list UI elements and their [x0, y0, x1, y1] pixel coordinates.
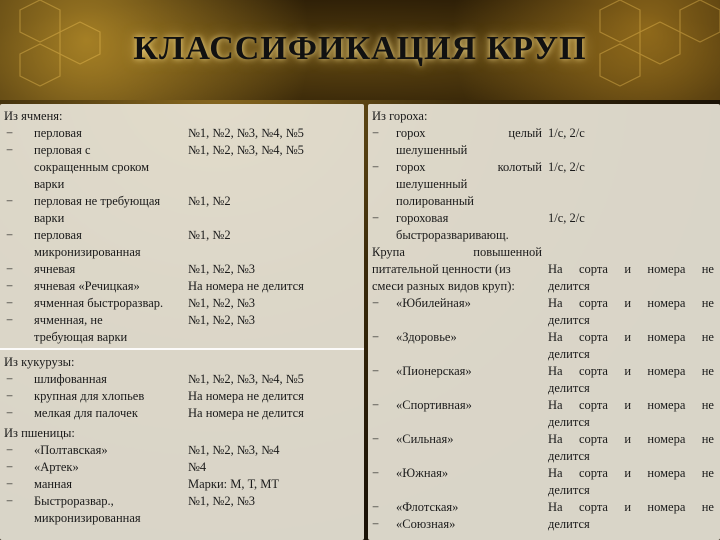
grain-name-cont: варки: [34, 177, 65, 191]
grain-value: Марки: М, Т, МТ: [188, 477, 280, 491]
grain-value: На номера не делится: [188, 406, 304, 420]
grain-name: крупная для хлопьев: [34, 389, 145, 403]
list-dash: −: [372, 211, 380, 225]
list-dash: −: [6, 126, 14, 140]
list-dash: −: [372, 517, 380, 531]
section-heading-peas: Из гороха:: [372, 109, 428, 123]
grain-value: №1, №2, №3: [188, 296, 256, 310]
grain-value-cont: делится: [548, 415, 590, 429]
grain-value: На сорта и номера не: [548, 330, 714, 344]
grain-name: ячневая «Речицкая»: [34, 279, 140, 293]
grain-name: ячменная, не: [34, 313, 103, 327]
grain-name: «Южная»: [396, 466, 449, 480]
grain-name-cont: полированный: [396, 194, 474, 208]
grain-name: «Здоровье»: [396, 330, 457, 344]
grain-name: горох колотый: [396, 160, 542, 174]
left-panel: [0, 104, 364, 540]
list-dash: −: [6, 372, 14, 386]
list-dash: −: [372, 296, 380, 310]
list-dash: −: [6, 313, 14, 327]
grain-value: На сорта и номера не: [548, 466, 714, 480]
list-dash: −: [372, 364, 380, 378]
list-dash: −: [6, 143, 14, 157]
list-dash: −: [6, 443, 14, 457]
grain-value: №1, №2, №3, №4, №5: [188, 143, 304, 157]
grain-value: 1/с, 2/с: [548, 160, 585, 174]
list-dash: −: [372, 466, 380, 480]
grain-value: №1, №2: [188, 228, 231, 242]
grain-name: «Артек»: [34, 460, 79, 474]
grain-value: На сорта и номера не: [548, 432, 714, 446]
grain-value-cont: делится: [548, 449, 590, 463]
grain-value: На сорта и номера не: [548, 262, 714, 276]
grain-name-cont: требующая варки: [34, 330, 128, 344]
grain-name: «Сильная»: [396, 432, 454, 446]
list-dash: −: [6, 460, 14, 474]
right-panel: [368, 104, 720, 540]
grain-value-cont: делится: [548, 347, 590, 361]
grain-name: ячменная быстроразвар.: [34, 296, 164, 310]
grain-name: Быстроразвар.,: [34, 494, 114, 508]
section-heading-enriched-cont: смеси разных видов круп):: [372, 279, 515, 293]
grain-value: №1, №2, №3: [188, 313, 256, 327]
list-dash: −: [372, 330, 380, 344]
list-dash: −: [6, 494, 14, 508]
section-heading-wheat: Из пшеницы:: [4, 426, 75, 440]
grain-value: №1, №2, №3: [188, 262, 256, 276]
section-heading-corn: Из кукурузы:: [4, 355, 75, 369]
grain-name-cont: шелушенный: [396, 143, 468, 157]
grain-name: перловая: [34, 126, 82, 140]
grain-name-cont: быстроразваривающ.: [396, 228, 509, 242]
grain-value-cont: делится: [548, 313, 590, 327]
list-dash: −: [6, 406, 14, 420]
grain-name-cont: сокращенным сроком: [34, 160, 150, 174]
grain-name: «Полтавская»: [34, 443, 108, 457]
grain-value-cont: делится: [548, 483, 590, 497]
list-dash: −: [6, 194, 14, 208]
grain-value: На номера не делится: [188, 279, 304, 293]
grain-name: «Флотская»: [396, 500, 459, 514]
grain-value: №1, №2, №3, №4: [188, 443, 280, 457]
grain-name: «Спортивная»: [396, 398, 472, 412]
header-background: [0, 0, 720, 100]
grain-value: На номера не делится: [188, 389, 304, 403]
list-dash: −: [6, 279, 14, 293]
list-dash: −: [6, 296, 14, 310]
grain-value: 1/с, 2/с: [548, 126, 585, 140]
list-dash: −: [372, 432, 380, 446]
grain-value: На сорта и номера не: [548, 364, 714, 378]
list-dash: −: [6, 262, 14, 276]
list-dash: −: [6, 477, 14, 491]
grain-value: №1, №2, №3, №4, №5: [188, 126, 304, 140]
section-heading-enriched: Крупа повышенной: [372, 245, 542, 259]
grain-name: шлифованная: [34, 372, 107, 386]
grain-value-cont: делится: [548, 279, 590, 293]
grain-name: манная: [34, 477, 73, 491]
section-heading-barley: Из ячменя:: [4, 109, 63, 123]
grain-value: На сорта и номера не: [548, 500, 714, 514]
list-dash: −: [372, 500, 380, 514]
list-dash: −: [372, 160, 380, 174]
grain-name: гороховая: [396, 211, 449, 225]
grain-value: №1, №2: [188, 194, 231, 208]
grain-value: №4: [188, 460, 207, 474]
list-dash: −: [6, 389, 14, 403]
list-dash: −: [372, 398, 380, 412]
grain-value: На сорта и номера не: [548, 296, 714, 310]
grain-value-cont: делится: [548, 381, 590, 395]
grain-name-cont: микронизированная: [34, 245, 141, 259]
grain-name: перловая не требующая: [34, 194, 161, 208]
grain-value-cont: делится: [548, 517, 590, 531]
grain-name: «Союзная»: [396, 517, 456, 531]
page-title: КЛАССИФИКАЦИЯ КРУП: [133, 30, 587, 67]
list-dash: −: [6, 228, 14, 242]
grain-value: 1/с, 2/с: [548, 211, 585, 225]
grain-name: перловая с: [34, 143, 91, 157]
grain-name: мелкая для палочек: [34, 406, 138, 420]
grain-name-cont: микронизированная: [34, 511, 141, 525]
section-heading-enriched-cont: питательной ценности (из: [372, 262, 511, 276]
grain-name: «Пионерская»: [396, 364, 472, 378]
grain-name-cont: шелушенный: [396, 177, 468, 191]
grain-value: №1, №2, №3, №4, №5: [188, 372, 304, 386]
grain-value: №1, №2, №3: [188, 494, 256, 508]
grain-name: горох целый: [396, 126, 542, 140]
grain-name-cont: варки: [34, 211, 65, 225]
grain-name: «Юбилейная»: [396, 296, 471, 310]
list-dash: −: [372, 126, 380, 140]
section-divider: [0, 348, 364, 350]
grain-name: ячневая: [34, 262, 76, 276]
grain-value: На сорта и номера не: [548, 398, 714, 412]
grain-name: перловая: [34, 228, 82, 242]
